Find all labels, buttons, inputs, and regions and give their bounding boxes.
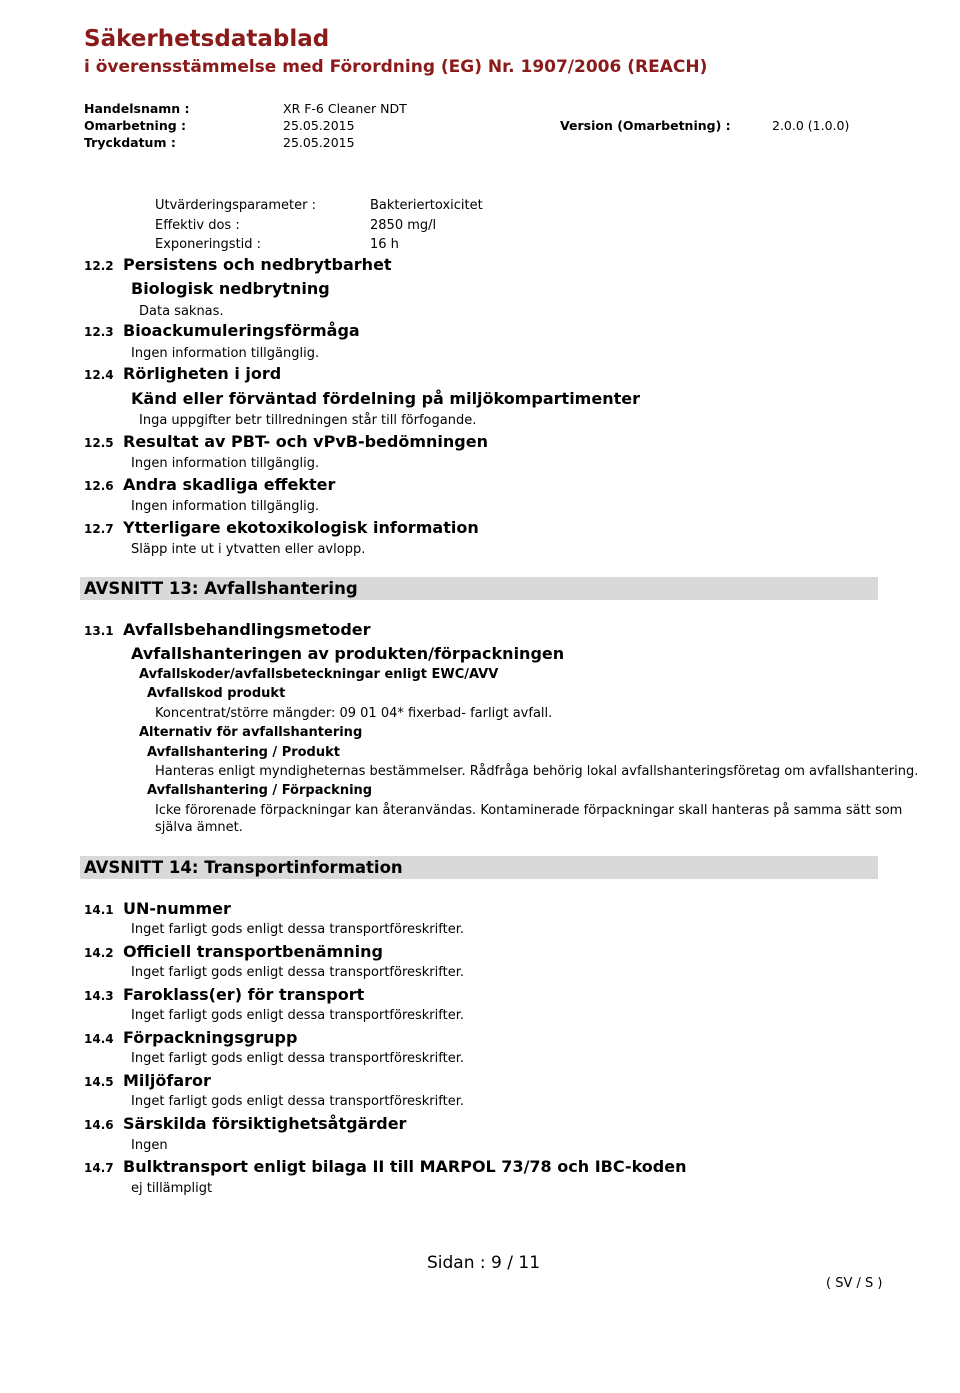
section-text: Icke förorenade förpackningar kan återanvändas. Kontaminerade förpackningar skall hanteras på samma sätt som — [155, 803, 903, 818]
section-text: Ingen information tillgänglig. — [131, 456, 320, 471]
section-text: Inget farligt gods enligt dessa transportföreskrifter. — [131, 1051, 464, 1066]
section-number: 14.3 — [84, 989, 114, 1003]
section-number: 14.4 — [84, 1032, 114, 1046]
section-text: själva ämnet. — [155, 820, 243, 835]
section-text: Inget farligt gods enligt dessa transportföreskrifter. — [131, 965, 464, 980]
section-heading: Andra skadliga effekter — [123, 475, 336, 494]
section-number: 14.1 — [84, 903, 114, 917]
version-label: Version (Omarbetning) : — [560, 118, 731, 133]
section-text: Inget farligt gods enligt dessa transportföreskrifter. — [131, 1094, 464, 1109]
subsection-heading: Avfallshantering / Förpackning — [147, 783, 373, 798]
section-band-13 — [80, 577, 878, 600]
section-text: Data saknas. — [139, 304, 224, 319]
section-number: 12.6 — [84, 479, 114, 493]
language-code: ( SV / S ) — [826, 1276, 883, 1291]
subsection-heading: Avfallskoder/avfallsbeteckningar enligt EWC/AVV — [139, 667, 499, 682]
param-label: Exponeringstid : — [155, 237, 262, 252]
print-date-label: Tryckdatum : — [84, 135, 176, 150]
param-label: Utvärderingsparameter : — [155, 198, 317, 213]
section-text: Inga uppgifter betr tillredningen står till förfogande. — [139, 413, 477, 428]
section-number: 13.1 — [84, 624, 114, 638]
section-band-14 — [80, 856, 878, 879]
section-heading: Persistens och nedbrytbarhet — [123, 255, 392, 274]
section-heading: Avfallsbehandlingsmetoder — [123, 620, 371, 639]
subsection-heading: Avfallshantering / Produkt — [147, 745, 340, 760]
section-text: Inget farligt gods enligt dessa transportföreskrifter. — [131, 922, 464, 937]
version-value: 2.0.0 (1.0.0) — [772, 118, 850, 133]
section-heading: Bioackumuleringsförmåga — [123, 321, 360, 340]
section-number: 12.3 — [84, 325, 114, 339]
section-heading: Officiell transportbenämning — [123, 942, 383, 961]
section-heading: Ytterligare ekotoxikologisk information — [123, 518, 479, 537]
section-number: 14.2 — [84, 946, 114, 960]
section-heading: Bulktransport enligt bilaga II till MARPOL 73/78 och IBC-koden — [123, 1157, 687, 1176]
section-number: 14.7 — [84, 1161, 114, 1175]
page-number: Sidan : 9 / 11 — [427, 1253, 541, 1273]
section-heading: Resultat av PBT- och vPvB-bedömningen — [123, 432, 488, 451]
section-text: Ingen — [131, 1138, 168, 1153]
section-number: 14.6 — [84, 1118, 114, 1132]
section-text: Ingen information tillgänglig. — [131, 346, 320, 361]
section-heading: Miljöfaror — [123, 1071, 211, 1090]
section-number: 12.2 — [84, 259, 114, 273]
document-subtitle: i överensstämmelse med Förordning (EG) Nr. 1907/2006 (REACH) — [84, 57, 708, 77]
section-text: Koncentrat/större mängder: 09 01 04* fixerbad- farligt avfall. — [155, 706, 553, 721]
param-label: Effektiv dos : — [155, 218, 240, 233]
subsection-heading: Avfallskod produkt — [147, 686, 286, 701]
subsection-heading: Alternativ för avfallshantering — [139, 725, 363, 740]
section-number: 12.5 — [84, 436, 114, 450]
section-band-title: AVSNITT 13: Avfallshantering — [84, 579, 358, 598]
trade-name-label: Handelsnamn : — [84, 101, 190, 116]
revised-label: Omarbetning : — [84, 118, 187, 133]
section-text: Inget farligt gods enligt dessa transportföreskrifter. — [131, 1008, 464, 1023]
subsection-heading: Biologisk nedbrytning — [131, 279, 330, 298]
section-heading: Faroklass(er) för transport — [123, 985, 365, 1004]
subsection-heading: Känd eller förväntad fördelning på miljökompartimenter — [131, 389, 640, 408]
print-date-value: 25.05.2015 — [283, 135, 355, 150]
param-value: Bakteriertoxicitet — [370, 198, 483, 213]
param-value: 16 h — [370, 237, 399, 252]
section-number: 12.4 — [84, 368, 114, 382]
section-heading: UN-nummer — [123, 899, 231, 918]
section-band-title: AVSNITT 14: Transportinformation — [84, 858, 403, 877]
section-number: 12.7 — [84, 522, 114, 536]
section-heading: Förpackningsgrupp — [123, 1028, 298, 1047]
section-text: Ingen information tillgänglig. — [131, 499, 320, 514]
param-value: 2850 mg/l — [370, 218, 437, 233]
section-number: 14.5 — [84, 1075, 114, 1089]
section-text: Hanteras enligt myndigheternas bestämmelser. Rådfråga behörig lokal avfallshanteringsföretag om avfallshantering. — [155, 764, 919, 779]
subsection-heading: Avfallshanteringen av produkten/förpackningen — [131, 644, 565, 663]
section-heading: Rörligheten i jord — [123, 364, 282, 383]
trade-name-value: XR F-6 Cleaner NDT — [283, 101, 407, 116]
section-text: Släpp inte ut i ytvatten eller avlopp. — [131, 542, 366, 557]
section-text: ej tillämpligt — [131, 1181, 213, 1196]
document-title: Säkerhetsdatablad — [84, 26, 330, 52]
revised-value: 25.05.2015 — [283, 118, 355, 133]
section-heading: Särskilda försiktighetsåtgärder — [123, 1114, 407, 1133]
